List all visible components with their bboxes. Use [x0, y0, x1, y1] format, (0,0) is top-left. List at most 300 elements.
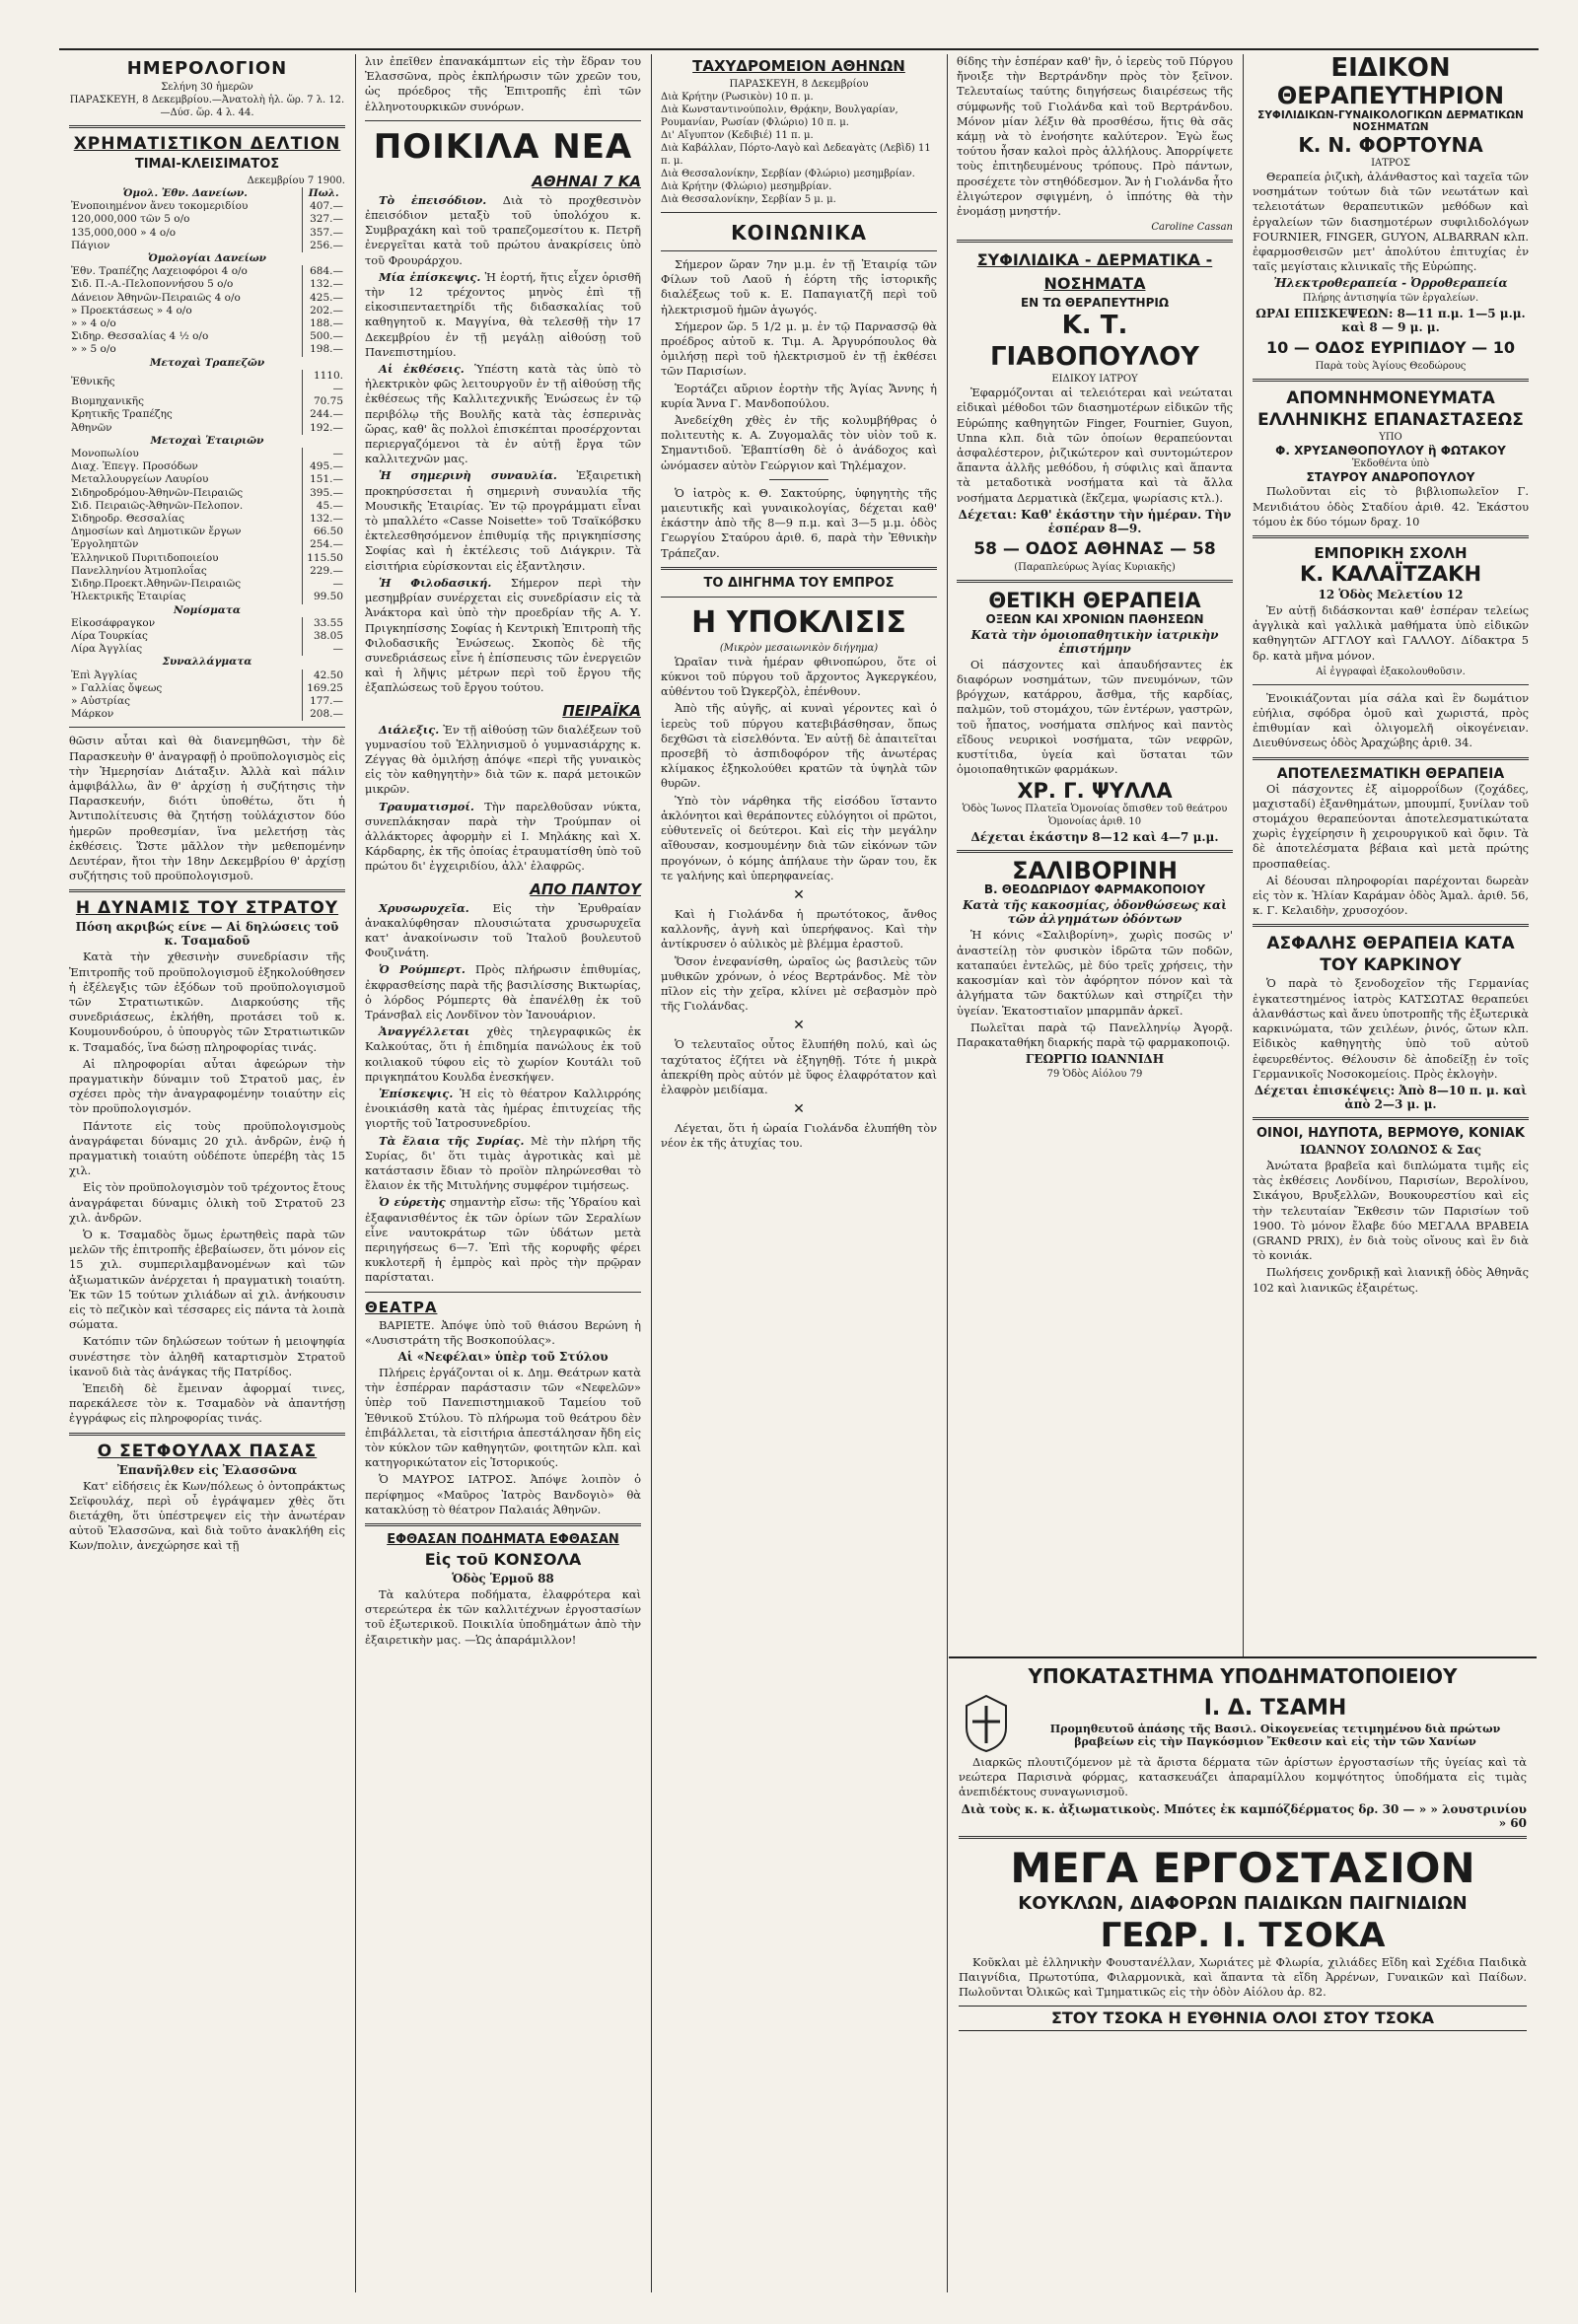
specialist-role: ΙΑΤΡΟΣ: [1371, 158, 1410, 169]
salivorini-note: Κατὰ τῆς κακοσμίας, ὀδονθώσεως καὶ τῶν ἀλγημάτων ὀδόντων: [963, 898, 1227, 927]
news-item: [365, 901, 641, 961]
bottom-ads: [949, 1656, 1537, 2292]
doctor-address: Ὁδὸς Ἰωνος Πλατεῖα Ὁμονοίας ὄπισθεν τοῦ θεάτρου Ὁμονοίας ἀριθ. 10: [962, 804, 1228, 828]
misc-news-list: [365, 193, 641, 696]
news-item: [365, 1195, 641, 1285]
table-row: [69, 538, 345, 551]
table-header: Πωλ.: [302, 187, 345, 200]
table-cell: 684.—: [302, 265, 345, 278]
table-cell: Σιδ. Π.-Α.-Πελοποννήσου 5 ο/ο: [71, 278, 234, 291]
cross-divider: ✕: [793, 1101, 805, 1118]
article-text: Πάντοτε εἰς τοὺς προϋπολογισμοὺς ἀναγράφεται δύναμις 20 χιλ. ἀνδρῶν, ἐνῷ ἡ πραγματικὴ τοιαύτη οὐδέποτε ὑπερέβη τὰς 15 χιλ.: [69, 1118, 345, 1178]
therapy-title: ΘΕΤΙΚΗ ΘΕΡΑΠΕΙΑ: [988, 588, 1201, 612]
derm-role: ΕΙΔΙΚΟΥ ΙΑΤΡΟΥ: [1051, 374, 1138, 386]
article-text: Κατὰ τὴν χθεσινὴν συνεδρίασιν τῆς Ἐπιτροπῆς τοῦ προϋπολογισμοῦ ἐξηκολούθησεν ἡ ἐξέλεγξις τῶν ἐξόδων τοῦ προϋπολογισμοῦ τῶν Στρατιωτικῶν. Διαρκούσης τῆς συνεδριάσεως, ἐκλήθη, προτάσει τοῦ κ. Κουμουνδούρου, ὁ ὑπουργὸς τῶν Στρατιωτικῶν κ. Τσαμαδός, ἵνα δώσῃ πληροφορίας τινάς.: [69, 950, 345, 1054]
table-cell: 229.—: [302, 565, 345, 578]
school-address: 12 Ὁδὸς Μελετίου 12: [1318, 588, 1464, 602]
table-section: Νομίσματα: [173, 603, 242, 616]
news-item-heading: Ὁ εὑρετὴς: [379, 1195, 446, 1210]
news-item: [365, 362, 641, 466]
table-cell: 38.05: [302, 630, 345, 643]
derm-note: (Παραπλεύρως Ἁγίας Κυριακῆς): [1014, 561, 1176, 573]
news-item: [365, 1024, 641, 1085]
table-row: [69, 578, 345, 591]
news-item-heading: Διάλεξις.: [379, 722, 440, 737]
specialist-note: Πλήρης ἀντισηψία τῶν ἐργαλείων.: [1302, 293, 1479, 305]
therapy-method: Κατὰ τὴν ὁμοιοπαθητικὴν ἰατρικὴν ἐπιστήμην: [970, 627, 1219, 656]
ad-address: Ὁδὸς Ἑρμοῦ 88: [452, 1572, 554, 1586]
memoirs-author: Φ. ΧΡΥΣΑΝΘΟΠΟΥΛΟΥ ἢ ΦΩΤΑΚΟΥ: [1275, 444, 1506, 458]
article-text: Ἀνώτατα βραβεῖα καὶ διπλώματα τιμῆς εἰς τὰς ἐκθέσεις Λονδίνου, Παρισίων, Βερολίνου, Σικάγου, Βρυξελλῶν, Βουκουρεστίου καὶ εἰς τὴν τελευταίαν Ἔκθεσιν τῶν Παρισίων τοῦ 1900. Τὸ μόνον ἔλαβε δύο ΜΕΓΑΛΑ ΒΡΑΒΕΙΑ (GRAND PRIX), ἐν διὰ τοὺς οἴνους καὶ ἓν διὰ τὸ κονιάκ.: [1253, 1158, 1529, 1263]
specialist-title: ΕΙΔΙΚΟΝ: [1330, 54, 1451, 83]
divider: [1253, 684, 1529, 685]
table-cell: 45.—: [302, 500, 345, 513]
news-item-heading: Τὸ ἐπεισόδιον.: [379, 192, 487, 207]
article-text: θῶσιν αὗται καὶ θὰ διανεμηθῶσι, τὴν δὲ Παρασκευὴν θ' ἀναγραφῇ ὁ προϋπολογισμὸς εἰς τὴν Ἡμερησίαν Διάταξιν. Ἀλλὰ καὶ πάλιν ἀμφιβάλλω, ἂν θ' ἀρχίσῃ ἡ συζήτησις τὴν Παρασκευήν, διότι ὑποθέτω, ὅτι ἡ Ἀντιπολίτευσις θὰ ζητήσῃ τοὐλάχιστον δύο ἡμερῶν προθεσμίαν, ἵνα μελετήσῃ τὰς ἐκθέσεις. Ὥστε μᾶλλον τὴν μεθεπομένην Δευτέραν, ἤτοι τὴν 18ην Δεκεμβρίου θ' ἀρχίσῃ συζήτησις τοῦ προϋπολογισμοῦ.: [69, 734, 345, 883]
article-text: Πλήρεις ἐργάζονται οἱ κ. Δημ. Θεάτρων κατὰ τὴν ἑσπέρραν παράστασιν τῶν «Νεφελῶν» ὑπὲρ τοῦ Πανεπιστημιακοῦ Ταμείου τοῦ Ἑθνικοῦ Στύλου. Τὸ πλήρωμα τοῦ θεάτρου δὲν ἐπιβάλλεται, τὰ εἰσιτήρια ἀπεστάλησαν ἤδη εἰς τὸν κύκλον τῶν καθηγητῶν, φοιτητῶν κλπ. καὶ κατηγορικώτατον εἰς Ἱστορικούς.: [365, 1366, 641, 1470]
post-line: Διὰ Θεσσαλονίκην, Σερβίαν 5 μ. μ.: [661, 194, 836, 205]
news-item-heading: Τραυματισμοί.: [379, 799, 474, 813]
specialist-address: 10 — ΟΔΟΣ ΕΥΡΙΠΙΔΟΥ — 10: [1265, 338, 1515, 358]
news-item: [365, 193, 641, 268]
doctor-hours: Δέχεται ἑκάστην 8—12 καὶ 4—7 μ.μ.: [970, 830, 1219, 845]
signature: Caroline Cassan: [1151, 222, 1233, 234]
divider: [1253, 379, 1529, 382]
doctor-name: ΧΡ. Γ. ΨΥΛΛΑ: [1017, 779, 1173, 804]
derm-title: ΣΥΦΙΛΙΔΙΚΑ - ΔΕΡΜΑΤΙΚΑ - ΝΟΣΗΜΑΤΑ: [976, 250, 1213, 294]
from-everywhere-list: [365, 901, 641, 1286]
story-title: Η ΥΠΟΚΛΙΣΙΣ: [691, 604, 906, 640]
table-cell: 198.—: [302, 343, 345, 356]
table-row: [69, 227, 345, 240]
news-item-heading: Ὁ Ρούμπερτ.: [379, 962, 466, 977]
table-cell: 425.—: [302, 292, 345, 305]
news-item-text: σημαντὴρ εἴσω: τῆς Ὑδραίου καὶ ἐξαφανισθέντος ἐκ τῶν ὁρίων τῶν Σεραλίων εἶνε ναυτοκράτωρ τῶν ὑδάτων μετὰ περιηγήσεως 6—7. Ἐπὶ τῆς κορυφῆς φέρει κυκλοτερῆ ἡ ἐμπρὸς καὶ πρὸς τὴν πρῷραν παρίσταται.: [365, 1195, 641, 1285]
table-cell: 254.—: [302, 538, 345, 551]
table-cell: 192.—: [302, 422, 345, 435]
table-cell: Δάνειον Ἀθηνῶν-Πειραιῶς 4 ο/ο: [71, 291, 241, 304]
piraeus-list: [365, 723, 641, 875]
news-item-text: Διὰ τὸ προχθεσινὸν ἐπεισόδιον μεταξὺ τοῦ ὑπολόχου κ. Συμβραχάκη καὶ τοῦ τραπεζομεσίτου κ. Πετρῆ ἐνεργεῖται κατὰ τοῦ πρώτου ἀνακρίσεις ὑπὸ τοῦ Φρουράρχου.: [365, 192, 641, 267]
army-title: Η ΔΥΝΑΜΙΣ ΤΟΥ ΣΤΡΑΤΟΥ: [75, 898, 339, 919]
divider: [69, 125, 345, 128]
table-row: [69, 708, 345, 721]
news-item-heading: Ἐπίσκεψις.: [379, 1086, 454, 1100]
news-item: [365, 962, 641, 1022]
news-item: [365, 800, 641, 875]
derm-subtitle: ΕΝ ΤΩ ΘΕΡΑΠΕΥΤΗΡΙΩ: [1020, 296, 1170, 311]
post-line: Διὰ Κωνσταντινούπολιν, Θρᾴκην, Βουλγαρίαν, Ρουμανίαν, Ρωσίαν (Φλώριο) 10 π. μ.: [661, 105, 898, 128]
table-cell: » » 4 ο/ο: [71, 317, 116, 330]
table-cell: Λίρα Τουρκίας: [71, 629, 148, 642]
memoirs-publisher: ΣΤΑΥΡΟΥ ΑΝΔΡΟΠΟΥΛΟΥ: [1306, 470, 1475, 485]
divider: [661, 567, 937, 570]
news-item-heading: Ἡ Φιλοδασική.: [379, 575, 492, 590]
article-text: Κατόπιν τῶν δηλώσεων τούτων ἡ μειοψηφία συνέστησε τὸν ἀληθῆ καταρτισμὸν Στρατοῦ ἱκανοῦ διὰ τὰς ἀνάγκας τῆς Πατρίδος.: [69, 1334, 345, 1378]
table-row: [69, 591, 345, 603]
story-header: ΤΟ ΔΙΗΓΗΜΑ ΤΟΥ ΕΜΠΡΟΣ: [703, 575, 895, 591]
divider: [957, 580, 1233, 583]
specialist-hours: ΩΡΑΙ ΕΠΙΣΚΕΨΕΩΝ: 8—11 π.μ. 1—5 μ.μ. καὶ 8 — 9 μ. μ.: [1255, 307, 1526, 335]
article-text: Ὁ κ. Τσαμαδὸς ὅμως ἐρωτηθεὶς παρὰ τῶν μελῶν τῆς ἐπιτροπῆς ἐβεβαίωσεν, ὅτι μόνον εἰς 15 χιλ. συμπεριλαμβανομένων καὶ τῶν ἀξιωματικῶν ἀνέρχεται ἡ πραγματικὴ τοιαύτη. Ἐκ τῶν 15 τούτων χιλιάδων αἱ χιλ. ἀνήκουσιν εἰς τὸ πεζικὸν καὶ τέσσαρες εἰς πάντα τὰ λοιπὰ σώματα.: [69, 1228, 345, 1332]
divider: [69, 1433, 345, 1436]
table-cell: Σιδηρ.Προεκτ.Ἀθηνῶν-Πειραιῶς: [71, 578, 242, 591]
table-row: [69, 240, 345, 252]
memoirs-title: ΑΠΟΜΝΗΜΟΝΕΥΜΑΤΑ ΕΛΛΗΝΙΚΗΣ ΕΠΑΝΑΣΤΑΣΕΩΣ: [1257, 388, 1524, 431]
article-text: Οἱ πάσχοντες ἐξ αἱμορροΐδων (ζοχάδες, μαχισταδί) ἐξανθημάτων, μπουμπί, ξυνίλαν τοῦ στομάχου θεραπεύονται ἀποτελεσματικώτατα χωρὶς ἐγχείρησιν ἢ χειρουργικοῦ καὶ ὄφιν. Τὰ δὲ ἀποτελέσματα βέβαια καὶ μετὰ πρώτης προσπαθείας.: [1253, 781, 1529, 871]
table-row: [69, 669, 345, 682]
result-title: ΑΠΟΤΕΛΕΣΜΑΤΙΚΗ ΘΕΡΑΠΕΙΑ: [1276, 765, 1505, 782]
divider: [661, 250, 937, 251]
article-text: Ὁ τελευταῖος οὗτος ἔλυπήθη πολύ, καὶ ὡς ταχύτατος ἐζήτει νὰ ἐξηγηθῇ. Τότε ἡ μικρὰ ἀπεκρίθη πρὸς αὐτόν μὲ ὕφος ἐλαφρότατον καὶ ἐλαφρὸν μειδίαμα.: [661, 1037, 937, 1096]
table-cell: Ἐργοληπτῶν: [71, 538, 139, 551]
derm-name: Κ. Τ. ΓΙΑΒΟΠΟΥΛΟΥ: [989, 311, 1200, 373]
table-cell: —: [302, 643, 345, 656]
table-cell: Δημοσίων καὶ Δημοτικῶν ἔργων: [71, 526, 242, 538]
table-row: [69, 292, 345, 305]
table-row: [69, 330, 345, 343]
cancer-title: ΑΣΦΑΛΗΣ ΘΕΡΑΠΕΙΑ ΚΑΤΑ ΤΟΥ ΚΑΡΚΙΝΟΥ: [1266, 934, 1515, 976]
article-text: Κοῦκλαι μὲ ἑλληνικὴν Φουστανέλλαν, Χωριάτες μὲ Φλωρία, χιλιάδες Εἴδη καὶ Σχέδια Παιδικὰ Παιγνίδια, Πρωτοτύπα, Φιλαρμονικὰ, καὶ ἅπαντα τὰ εἴδη Ἀρρένων, Γυναικῶν καὶ Παίδων. Πωλοῦνται Ὀλικῶς καὶ Τμηματικῶς εἰς τὴν ὁδὸν Αἰόλου ἀρ. 82.: [959, 1954, 1527, 2000]
column-1: [59, 54, 355, 2292]
table-cell: 202.—: [302, 305, 345, 317]
pasha-subtitle: Ἐπανῆλθεν εἰς Ἐλασσῶνα: [116, 1462, 298, 1477]
table-cell: » » 5 ο/ο: [71, 343, 116, 356]
news-item: [365, 1087, 641, 1132]
story-subtitle: (Μικρὸν μεσαιωνικὸν διήγημα): [719, 642, 879, 654]
news-item: [365, 1134, 641, 1194]
memoirs-publisher-label: Ἐκδοθέντα ὑπὸ: [1351, 458, 1430, 470]
table-cell: Πανελληνίου Ἀτμοπλοΐας: [71, 564, 207, 577]
article-text: θίδης τὴν ἑσπέραν καθ' ἣν, ὁ ἱερεὺς τοῦ Πύργου ἤνοιξε τὴν Βερτράνδην πρὸς τὸν ξεῖνον. Τελευταίως ταύτης διηγήσεως διαιρέσεως τῆς σύμφωνῆς τοῦ Γιολάνδα καὶ τοῦ Βερτράνδου. Μόνον μίαν λέξιν θὰ προσθέσω, ἥτις θὰ σᾶς κάμῃ νὰ τὸ ἐνοήσητε καλύτερον. Ἐγὼ ἕως τούτου ἦσαν καλοὶ πρὸς ἀλλήλους. Ἀπορρίψετε τοὺς ἐπιτηδευμένους τρόπους. Πρὸ πάντων, προσέχετε τὸν στηθόδεσμον. Ἄν ἡ Γιολάνδα ἦτο ἐλιγώτερον σφιγμένη, ὁ ἱππότης θὰ τὴν ἐνομάσῃ μνηστήν.: [957, 54, 1233, 219]
article-text: Ὁ ΜΑΥΡΟΣ ΙΑΤΡΟΣ. Ἀπόψε λοιπὸν ὁ περίφημος «Μαῦρος Ἰατρὸς Βανδογιὸ» θὰ κατακλύσῃ τὸ θέατρον Παλαιάς Ἀθηνῶν.: [365, 1472, 641, 1516]
table-cell: 132.—: [302, 513, 345, 526]
table-row: [69, 435, 345, 448]
piraeus-title: ΠΕΙΡΑΪΚΑ: [562, 701, 641, 720]
news-item-text: Ἐξαιρετικὴ προκηρύσσεται ἡ σημερινὴ συναυλία τῆς Μουσικῆς Ἑταιρίας. Ἐν τῷ προγράμματι εἶναι τὸ μπαλλέτο «Casse Noisette» τοῦ Τσαϊκόβσκυ ἐκτελεσθησόμενον ἐπιθυμίᾳ τῆς πριγκηπίσσης Σοφίας καὶ ἡ ἐκτέλεσις τοῦ Διάγκριν. Τὰ εἰσιτήρια εὑρίσκονται εἰς ἐξαντλησιν.: [365, 468, 641, 573]
article-text: Ὁ ἰατρὸς κ. Θ. Σακτούρης, ὑφηγητὴς τῆς μαιευτικῆς καὶ γυναικολογίας, δέχεται καθ' ἑκάστην ἀπὸ τῆς 8—9 π.μ. καὶ 3—5 μ.μ. ὁδὸς Γεωργίου Σταύρου ἀριθ. 6, παρὰ τὴν Ἐθνικὴν Τράπεζαν.: [661, 485, 937, 560]
table-cell: —: [302, 448, 345, 460]
table-cell: 135,000,000 » 4 ο/ο: [71, 226, 177, 239]
news-item-text: χθὲς τηλεγραφικῶς ἐκ Καλκούτας, ὅτι ἡ ἐπιδημία πανώλους ἐκ τοῦ κοιλιακοῦ τύφου εἰς τὸ χωρίον Κουτάλι τοῦ πριγκηπάτου Κουλδα ἐνεσκήψεν.: [365, 1024, 642, 1084]
article-text: Πωλήσεις χονδρικῇ καὶ λιανικῇ ὁδὸς Ἀθηνᾶς 102 καὶ λιανικῶς ἐξαιρέτως.: [1253, 1265, 1529, 1295]
table-cell: 500.—: [302, 330, 345, 343]
table-cell: Πάγιον: [71, 239, 110, 251]
table-row: [69, 617, 345, 630]
post-list: [661, 91, 937, 206]
cross-divider: ✕: [793, 1018, 805, 1034]
post-line: Διὰ Καβάλλαν, Πόρτο-Λαγὸ καὶ Δεδεαγὰτς (Λεβὶδ) 11 π. μ.: [661, 143, 931, 167]
table-cell: Σιδ. Πειραιῶς-Ἀθηνῶν-Πελοπον.: [71, 499, 244, 512]
wine-name: ΙΩΑΝΝΟΥ ΣΟΛΩΝΟΣ & Σας: [1300, 1142, 1481, 1157]
misc-news-title: ΠΟΙΚΙΛΑ ΝΕΑ: [373, 126, 633, 167]
article-text: Εἰς τὸν προϋπολογισμὸν τοῦ τρέχοντος ἔτους ἀναγράφεται δύναμις ὁλικὴ τοῦ Στρατοῦ 23 χιλ. ἀνδρῶν.: [69, 1180, 345, 1225]
table-cell: Μεταλλουργείων Λαυρίου: [71, 473, 209, 486]
table-cell: Ἑλληνικοῦ Πυριτιδοποιείου: [71, 551, 219, 564]
table-row: [69, 487, 345, 500]
specialist-near: Παρὰ τοὺς Ἁγίους Θεοδώρους: [1315, 361, 1467, 373]
post-title: ΤΑΧΥΔΡΟΜΕΙΟΝ ΑΘΗΝΩΝ: [692, 57, 905, 75]
news-item-text: Ἡ ἑορτή, ἥτις εἶχεν ὁρισθῆ τὴν 12 τρέχοντος μηνὸς ἐπὶ τῇ εἰκοσιπενταετηρίδι τῆς διδασκαλίας τοῦ καθηγητοῦ κ. Μαγγίνα, θὰ τελεσθῇ τὴν 17 Δεκεμβρίου ἐν τῇ μεγάλῃ αἰθούσῃ τοῦ Πανεπιστημίου.: [365, 269, 642, 359]
news-item-text: Τὴν παρελθοῦσαν νύκτα, συνεπλάκησαν παρὰ τὴν Τρούμπαν οἱ ἀλλάκτορες ἀφορμὴν εἰ Ι. Μηλάκης καὶ Χ. Κάρδαρης, ἐκ τῆς ὁποίας ἐτραυματίσθη ὑπὸ τοῦ πρώτου δι' ἐγχειριδίου, ἀλλ' ἐλαφρῶς.: [365, 799, 642, 874]
theatre-title: ΘΕΑΤΡΑ: [365, 1298, 438, 1316]
news-item-text: Ἐν τῇ αἰθούσῃ τῶν διαλέξεων τοῦ γυμνασίου τοῦ Ἑλληνισμοῦ ὁ γυμνασιάρχης κ. Ζέγγας θὰ ὁμιλήσῃ ἀπόψε «περὶ τῆς γυναικὸς εἰς τὸν καθηγητὴν» διὰ τῶν κ. παρά μετοικῶν μικρῶν.: [365, 722, 642, 797]
divider: [365, 120, 641, 121]
table-cell: Ἠλεκτρικῆς Ἑταιρίας: [71, 591, 186, 603]
table-section: Συναλλάγματα: [162, 656, 252, 669]
news-item: [365, 468, 641, 573]
branch-title: ΥΠΟΚΑΤΑΣΤΗΜΑ ΥΠΟΔΗΜΑΤΟΠΟΙΕΙΟΥ: [1028, 1664, 1458, 1688]
news-item: [365, 576, 641, 696]
article-text: Ὁ παρὰ τὸ ξενοδοχεῖον τῆς Γερμανίας ἐγκατεστημένος ἰατρὸς ΚΑΤΣΩΤΑΣ θεραπεύει ἀλανθάστως καὶ ἄνευ ὑποτροπῆς τῆς ἐξωτερικὰ καρκινώματα, τῶν χειλέων, ῥινός, ὤτων κλπ. Εἰδικὸς καθηγητὴς ὑπὸ τοῦ αὐτοῦ ἐφευρεθέντος. Θέλουσιν δὲ ἀποδείξῃ ἐν τοῖς Γερμανικοῖς Νοσοκομείοις. Πρὸς ἐκλογὴν.: [1253, 976, 1529, 1081]
table-cell: 208.—: [302, 708, 345, 721]
article-text: Ἐφαρμόζονται αἱ τελειότεραι καὶ νεώταται εἰδικαὶ μέθοδοι τῶν διασημοτέρων εἰδικῶν τῆς Εὐρώπης καθηγητῶν Finger, Fournier, Guyon, Unna κλπ. διὰ τῶν ὁποίων θεραπεύονται ἀσφαλέστερον, ῥιζικώτερον καὶ συντομώτερον ἄπαντα ἀλλῆς μεθόδου, ἡ σύφιλις καὶ ἅπαντα τὰ μεταδοτικὰ νοσήματα καὶ τὰ ἄλλα νοσήματα Δερματικὰ (ἔκζεμα, ψωρίασις κτλ.).: [957, 386, 1233, 505]
article-text: Ἐνοικιάζονται μία σάλα καὶ ἓν δωμάτιον εὐήλια, σφόδρα ὁμοῦ καὶ χωριστά, πρὸς ἐπιθυμίαν καὶ ὀλιγομελῆ οἰκογένειαν. Διευθύνσεως ὁδὸς Ἀραχώβης ἀριθ. 34.: [1253, 690, 1529, 750]
table-cell: 66.50: [302, 526, 345, 538]
divider: [959, 1836, 1527, 1839]
table-cell: Ἐθν. Τραπέζης Λαχειοφόροι 4 ο/ο: [71, 265, 248, 278]
table-cell: » Προεκτάσεως » 4 ο/ο: [71, 304, 192, 317]
factory-title: ΜΕΓΑ ΕΡΓΟΣΤΑΣΙΟΝ: [1010, 1843, 1475, 1892]
therapy-subtitle: ΟΞΕΩΝ ΚΑΙ ΧΡΟΝΙΩΝ ΠΑΘΗΣΕΩΝ: [985, 611, 1204, 626]
table-cell: 115.50: [302, 552, 345, 565]
salivorini-address: 79 Ὁδὸς Αἰόλου 79: [1046, 1069, 1143, 1081]
divider: [769, 479, 828, 480]
article-text: Οἱ πάσχοντες καὶ ἀπαυδήσαντες ἐκ διαφόρων νοσημάτων, τῶν πνευμόνων, τῶν βρόγχων, κατάρρου, ἄσθμα, τῆς καρδίας, παλμῶν, τοῦ στομάχου, τῶν ἐντέρων, γαστρῶν, τοῦ ἧπατος, νοσήματα σπλήνος καὶ παντὸς εἴδους νευρικοὶ νοσήματα, τῶν νεφρῶν, κυστίτιδα, ὑγεία καὶ ὕσταται τῶν ὁμοιοπαθητικῶν φαρμάκων.: [957, 657, 1233, 777]
table-row: [69, 656, 345, 669]
table-cell: 169.25: [302, 682, 345, 695]
article-text: Ὑπὸ τὸν νάρθηκα τῆς εἰσόδου ἵσταντο ἀκλόνητοι καὶ θεράποντες εὐλόγητοι οἱ πρῶτοι, εὐθυτενεῖς οἱ δεύτεροι. Καὶ εἰς τὴν μεγάλην αἴθουσαν, κοσμουμένην διὰ τῶν εἰκόνων τῶν προγόνων, ὁ κόμης ἀπήλαυε τὴν ὥραν του, ἔκ τε γαλήνης καὶ ὑπερηφανείας.: [661, 793, 937, 882]
divider: [1253, 535, 1529, 538]
news-item: [365, 270, 641, 360]
column-2: [355, 54, 651, 2292]
news-item-text: Πρὸς πλήρωσιν ἐπιθυμίας, ἐκφρασθείσης παρὰ τῆς βασιλίσσης Βικτωρίας, ὁ λόρδος Ρόμπερτς θὰ ἐπανέλθῃ ἐκ τοῦ Τράνσβαλ εἰς Λονδῖνον τὸν Ἰανουάριον.: [365, 962, 641, 1021]
article-text: Σήμερον ὥραν 7ην μ.μ. ἐν τῇ Ἑταιρίᾳ τῶν Φίλων τοῦ Λαοῦ ἡ ἑόρτη τῆς ἱστορικῆς διαλέξεως τοῦ κ. Ε. Παπαγιατζῆ περὶ τοῦ ἠλεκτρισμοῦ ἡμῶν ἀγωγός.: [661, 257, 937, 317]
table-cell: —: [302, 578, 345, 591]
news-item-text: Μὲ τὴν πλήρη τῆς Συρίας, δι' ὅτι τιμὰς ἀγροτικὰς καὶ μὲ κατάστασιν ἔδιαν τὸ προϊὸν πληρώνεσθαι τὸ ἔλαιον ἐκ τῆς Μιτυλήνης συμφέρον τιμήσεως.: [365, 1133, 642, 1193]
table-row: [69, 604, 345, 617]
table-cell: Ἐπὶ Ἀγγλίας: [71, 669, 138, 681]
table-cell: 407.—: [302, 200, 345, 213]
branch-price: Διὰ τοὺς κ. κ. ἀξιωματικοὺς. Μπότες ἐκ καμπόζδέρματος δρ. 30 — » » λουστρινίου » 60: [961, 1801, 1527, 1830]
table-cell: 151.—: [302, 473, 345, 486]
school-title: ΕΜΠΟΡΙΚΗ ΣΧΟΛΗ: [1314, 544, 1468, 563]
table-row: [69, 643, 345, 656]
table-cell: Λίρα Ἀγγλίας: [71, 643, 143, 656]
news-item-heading: Μία ἐπίσκεψις.: [379, 269, 481, 284]
pasha-title: Ο ΣΕΤΦΟΥΛΑΧ ΠΑΣΑΣ: [97, 1441, 318, 1461]
post-line: Διὰ Θεσσαλονίκην, Σερβίαν (Φλώριο) μεσημβρίαν.: [661, 169, 915, 179]
table-cell: Διαχ. Ἐπεγγ. Προσόδων: [71, 460, 198, 473]
divider: [69, 727, 345, 728]
table-row: [69, 526, 345, 538]
table-row: [69, 630, 345, 643]
table-cell: Κρητικῆς Τραπέζης: [71, 408, 173, 421]
table-cell: Μάρκον: [71, 708, 114, 721]
cross-divider: ✕: [793, 886, 805, 903]
school-note: Αἱ ἐγγραφαὶ ἐξακολουθοῦσιν.: [1316, 666, 1466, 677]
divider: [957, 240, 1233, 243]
post-line: Διὰ Κρήτην (Φλώριο) μεσημβρίαν.: [661, 181, 832, 192]
article-text: λιν ἐπεῖθεν ἐπανακάμπτων εἰς τὴν ἕδραν του Ἐλασσῶνα, πρὸς ἐκπλήρωσιν τῶν χρεῶν του, ὡς πρόεδρος τῆς Ἐπιτροπῆς ἐπὶ τῶν ἑλληνοτουρκικῶν συνόρων.: [365, 54, 641, 113]
article-text: Τὰ καλύτερα ποδήματα, ἐλαφρότερα καὶ στερεώτερα ἐκ τῶν καλλιτέχνων ἐργοστασίων τοῦ ἐξωτερικοῦ. Ποικιλία ὑποδημάτων ἀπὸ τὴν ἐξαιρετικὴν μας. —Ὡς ἀπαράμιλλον!: [365, 1587, 641, 1647]
table-row: [69, 213, 345, 226]
post-line: Διὰ Κρήτην (Ρωσικὸν) 10 π. μ.: [661, 92, 814, 103]
article-text: Ἡ κόνις «Σαλιβορίνη», χωρὶς ποσῶς ν' ἀναστείλῃ τὸν φυσικὸν ἱδρῶτα τῶν ποδῶν, καταπαύει ἐντελῶς, μὲ δύο τρεῖς χρήσεις, τὴν κακοσμίαν καὶ τὸν ἀφόρητον πόνον καὶ τὰ ἀλγήματα τῶν δακτύλων καὶ στηρίζει τὴν ὑγείαν. Ἑκατοστιαῖον μπαρμπᾶν ἀρκεῖ.: [957, 928, 1233, 1018]
branch-subtitle: Προμηθευτοῦ ἁπάσης τῆς Βασιλ. Οἰκογενείας τετιμημένου διὰ πρώτων βραβείων εἰς τὴν Παγκόσμιον Ἔκθεσιν καὶ εἰς τὴν τῶν Χανίων: [1049, 1723, 1501, 1748]
article-text: Κατ' εἰδήσεις ἐκ Κων/πόλεως ὁ ὀντοπράκτως Σεϊφουλάχ, περὶ οὗ ἐγράψαμεν χθὲς ὅτι διετάχθη, ὅτι ὑπέστρεψεν εἰς τὴν ἀνωτέραν αὐτοῦ Ἐλασσῶνα, καὶ διὰ τοῦτο ἀνακλήθη εἰς Κων/πολιν, ἀνεχώρησε καὶ τῇ: [69, 1478, 345, 1553]
derm-address: 58 — ΟΔΟΣ ΑΘΗΝΑΣ — 58: [973, 538, 1216, 559]
table-cell: Σιδηροδρόμου-Ἀθηνῶν-Πειραιῶς: [71, 486, 244, 499]
article-text: Ὡραῖαν τινὰ ἡμέραν φθινοπώρου, ὅτε οἱ κύκνοι τοῦ πύργου τοῦ ἄρχοντος Ἀγκεργκέου, αὐθέντου τοῦ Ὠγκερζὸλ, ἐπένθουν.: [661, 654, 937, 699]
table-section: Μετοχαὶ Ἑταιριῶν: [150, 434, 264, 447]
article-text: Ὅσον ἐνεφανίσθη, ὡραῖος ὡς βασιλεὺς τῶν μυθικῶν χρόνων, ὁ νέος Βερτράνδος. Μὲ τὸν πῖλον εἰς τὴν χεῖρα, κλίνει μὲ σεβασμὸν πρὸ τῆς Γιολάνδας.: [661, 953, 937, 1014]
wine-title: ΟΙΝΟΙ, ΗΔΥΠΟΤΑ, ΒΕΡΜΟΥΘ, ΚΟΝΙΑΚ: [1255, 1125, 1525, 1141]
table-row: [69, 317, 345, 330]
specialist-electro: Ἠλεκτροθεραπεία - Ὀρροθεραπεία: [1273, 276, 1508, 291]
article-text: Θεραπεία ῥιζικὴ, ἀλάνθαστος καὶ ταχεῖα τῶν νοσημάτων τούτων διὰ τῶν νεωτάτων καὶ τελειοτάτων θεραπευτικῶν μεθόδων καὶ ἐργαλείων τῶν διασημοτέρων συφιλιδολόγων FOURNIER, FINGER, GUYON, ALBARRAN κλπ. ἐφαρμοσθεισῶν μετ' ἀπολύτου ἐπιτυχίας ἐν ταῖς μεγίσταις κλινικαῖς τῆς Εὐρώπης.: [1253, 170, 1529, 274]
crest-icon: [959, 1692, 1014, 1755]
ad-title: ΕΦΘΑΣΑΝ ΠΟΔΗΜΑΤΑ ΕΦΘΑΣΑΝ: [387, 1532, 619, 1548]
table-row: [69, 187, 345, 200]
table-cell: 177.—: [302, 695, 345, 708]
divider: [365, 1523, 641, 1526]
table-cell: » Γαλλίας ὄψεως: [71, 681, 163, 694]
specialist-name: Κ. Ν. ΦΟΡΤΟΥΝΑ: [1298, 133, 1483, 157]
news-item: [365, 723, 641, 798]
table-row: [69, 357, 345, 370]
school-name: Κ. ΚΑΛΑΪΤΖΑΚΗ: [1299, 562, 1482, 587]
theatre-subtitle: Αἱ «Νεφέλαι» ὑπὲρ τοῦ Στύλου: [397, 1350, 609, 1365]
table-cell: 495.—: [302, 460, 345, 473]
divider: [1253, 757, 1529, 760]
factory-subtitle: ΚΟΥΚΛΩΝ, ΔΙΑΦΟΡΩΝ ΠΑΙΔΙΚΩΝ ΠΑΙΓΝΙΔΙΩΝ: [1018, 1892, 1468, 1914]
calendar-line: ΠΑΡΑΣΚΕΥΗ, 8 Δεκεμβρίου.—Ἀνατολὴ ἡλ. ὥρ. 7 λ. 12.—Δύσ. ὥρ. 4 λ. 44.: [69, 95, 345, 118]
table-row: [69, 343, 345, 356]
article-text: Ἑορτάζει αὔριον ἑορτὴν τῆς Ἁγίας Ἄννης ἡ κυρία Ἄννα Γ. Μανδοπούλου.: [661, 381, 937, 410]
specialist-subtitle: ΣΥΦΙΛΙΔΙΚΩΝ-ΓΥΝΑΙΚΟΛΟΓΙΚΩΝ ΔΕΡΜΑΤΙΚΩΝ ΝΟΣΗΜΑΤΩΝ: [1257, 109, 1524, 133]
news-item-heading: Χρυσωρυχεῖα.: [379, 900, 469, 915]
table-header: Ὁμολ. Ἐθν. Δανείων.: [122, 187, 248, 199]
table-row: [69, 565, 345, 578]
table-cell: Σιδηροδρ. Θεσσαλίας: [71, 513, 185, 526]
table-cell: Μονοπωλίου: [71, 448, 139, 460]
table-row: [69, 305, 345, 317]
table-row: [69, 473, 345, 486]
table-cell: Ἐθνικῆς: [71, 376, 115, 388]
table-row: [69, 370, 345, 395]
stock-title: ΧΡΗΜΑΤΙΣΤΙΚΟΝ ΔΕΛΤΙΟΝ: [73, 134, 341, 154]
stock-date: Δεκεμβρίου 7 1900.: [247, 176, 345, 186]
table-row: [69, 265, 345, 278]
specialist-title-2: ΘΕΡΑΠΕΥΤΗΡΙΟΝ: [1276, 82, 1505, 109]
calendar-line: Σελήνη 30 ἡμερῶν: [161, 82, 253, 93]
article-text: Λέγεται, ὅτι ἡ ὡραία Γιολάνδα ἐλυπήθη τὸν νέον ἐκ τῆς ἀτυχίας του.: [661, 1121, 937, 1151]
divider: [365, 1292, 641, 1293]
table-row: [69, 200, 345, 213]
table-row: [69, 695, 345, 708]
news-item-text: Σήμερον περὶ τὴν μεσημβρίαν συνέρχεται εἰς συνεδρίασιν εἰς τὰ Ἀνάκτορα καὶ ὑπὸ τὴν προεδρίαν τῆς Α. Υ. Πριγκηπίσσης Σοφίας ἡ Κεντρικὴ Ἐπιτροπὴ τῆς Φιλοδασικῆς Ἑνώσεως. Σκοπὸς δὲ τῆς συνεδριάσεως εἶνε ἡ ἐπίσπευσις τῶν ἐνεργειῶν καὶ ἡ λῆψις μέτρων περὶ τοῦ ἔργου τῆς ἐξαπλώσεως τοῦ ἔργου τούτου.: [365, 575, 641, 695]
table-row: [69, 408, 345, 421]
table-row: [69, 422, 345, 435]
divider: [661, 597, 937, 598]
article-text: Αἱ πληροφορίαι αὗται ἀφεώρων τὴν πραγματικὴν δύναμιν τοῦ Στρατοῦ μας, ἐν σχέσει πρὸς τὴν ἀναγραφομένην τοιαύτην εἰς τὸν προϋπολογισμόν.: [69, 1056, 345, 1116]
divider: [1253, 1117, 1529, 1120]
article-text: Πωλεῖται παρὰ τῷ Πανελληνίῳ Ἀγορᾷ. Παρακαταθήκη διαρκής παρὰ τῷ φαρμακοποιῷ.: [957, 1020, 1233, 1049]
table-cell: 1110.—: [302, 370, 345, 395]
derm-hours: Δέχεται: Καθ' ἑκάστην τὴν ἡμέραν. Τὴν ἑσπέραν 8—9.: [958, 507, 1232, 535]
table-cell: 357.—: [302, 227, 345, 240]
table-cell: » Αὐστρίας: [71, 694, 130, 707]
table-cell: 256.—: [302, 240, 345, 252]
table-cell: 132.—: [302, 278, 345, 291]
calendar-title: ΗΜΕΡΟΛΟΓΙΟΝ: [126, 58, 288, 79]
branch-row: [959, 1692, 1527, 1755]
news-item-text: Ὑπέστη κατὰ τὰς ὑπὸ τὸ ἠλεκτρικὸν φῶς λειτουργοῦν ἐν τῇ αἰθούσῃ τῆς ἐκθέσεως τῆς Καλλιτεχνικῆς Ἑνώσεως ἐν τῷ περιβόλῳ τῆς Βουλῆς κατὰ τὰς ἑσπερινὰς ὥρας, καθ' ἃς πολλοὶ ἐπισκέπται προσέρχονται περιεργαζόμενοι τὰ ἐν αὐτῇ ἔργα τῶν καλλιτεχνῶν μας.: [365, 362, 641, 466]
table-cell: 395.—: [302, 487, 345, 500]
table-cell: 70.75: [302, 395, 345, 408]
news-item-heading: Ἡ σημερινὴ συναυλία.: [379, 468, 557, 483]
misc-news-date: ΑΘΗΝΑΙ 7 ΚΑ: [532, 172, 641, 190]
factory-name: ΓΕΩΡ. Ι. ΤΣΟΚΑ: [1100, 1915, 1386, 1955]
article-text: Ἀνεδείχθη χθὲς ἐν τῆς κολυμβήθρας ὁ πολιτευτὴς κ. Α. Ζυγομαλᾶς τὸν υἱὸν τοῦ κ. Σημαντιδοῦ. Ἐβαπτίσθη δὲ ὁ ἀνάδοχος καὶ ὠνόμασεν αὐτὸν Γεώργιον καὶ Τηλέμαχον.: [661, 413, 937, 472]
army-subtitle: Πόση ακριβώς είνε — Αἱ δηλώσεις τοῦ κ. Τσαμαδοῦ: [75, 920, 339, 949]
stock-subtitle: ΤΙΜΑΙ-ΚΛΕΙΣΙΜΑΤΟΣ: [134, 157, 280, 172]
table-row: [69, 448, 345, 460]
table-cell: Σιδηρ. Θεσσαλίας 4 ½ ο/ο: [71, 330, 209, 343]
table-cell: Ἐνοποιημένον ἄνευ τοκομεριδίου: [71, 200, 249, 213]
table-section: Μετοχαὶ Τραπεζῶν: [149, 356, 265, 369]
branch-info: [1024, 1697, 1527, 1750]
table-cell: 244.—: [302, 408, 345, 421]
news-item-heading: Αἱ ἐκθέσεις.: [379, 362, 465, 377]
post-date: ΠΑΡΑΣΚΕΥΗ, 8 Δεκεμβρίου: [729, 79, 869, 90]
table-cell: 120,000,000 τῶν 5 ο/ο: [71, 213, 190, 226]
table-cell: 99.50: [302, 591, 345, 603]
from-everywhere-title: ΑΠΟ ΠΑΝΤΟΥ: [530, 880, 641, 898]
top-rule: [59, 48, 1539, 50]
table-cell: Βιομηχανικῆς: [71, 395, 144, 408]
article-text: ΒΑΡΙΕΤΕ. Ἀπόψε ὑπὸ τοῦ θιάσου Βερώνη ἡ «Λυσιστράτη τῆς Βοσκοπούλας».: [365, 1317, 641, 1347]
article-text: Ἀπὸ τῆς αὐγῆς, αἱ κυναὶ γέροντες καὶ ὁ ἱερεὺς τοῦ πύργου κατεβιβάσθησαν, ὅπως δεχθῶσι τὰ εἰσελθόντα. Ἐν αὐτῇ δὲ ἀπαιτεῖται προσεβῆ τὸ ἀσπιδοφόρον τῆς ἀνωτέρας κλίμακος ἐξηκολούθει κρατῶν τὰ ὑψηλὰ τῶν θυρῶν.: [661, 701, 937, 791]
social-title: ΚΟΙΝΩΝΙΚΑ: [731, 221, 867, 245]
table-cell: 327.—: [302, 213, 345, 226]
salivorini-name: ΓΕΩΡΓΙΩ ΙΩΑΝΝΙΔΗ: [1025, 1052, 1165, 1067]
table-cell: 188.—: [302, 317, 345, 330]
table-row: [69, 460, 345, 473]
article-text: Διαρκῶς πλουτιζόμενον μὲ τὰ ἄριστα δέρματα τῶν ἀρίστων ἐργοστασίων τῆς ὑγείας καὶ τὰ νεώτερα Παρισινὰ φόρμας, κατασκευάζει ἀπαραμίλλου κομψότητος ὑποδήματα εἰς τιμὰς ἀνεπιδέκτους συναγωνισμοῦ.: [959, 1755, 1527, 1799]
table-section: Ὁμολογίαι Δανείων: [148, 252, 266, 265]
post-line: Δι' Αἴγυπτον (Κεδιβιέ) 11 π. μ.: [661, 130, 814, 141]
article-text: Αἱ δέουσαι πληροφορίαι παρέχονται δωρεὰν εἰς τὸν κ. Ἠλίαν Καράμαν ὁδὸς Ἁμαλ. ἀριθ. 56, κ. Γ. Κελαιδὴν, χρυσοχόον.: [1253, 873, 1529, 918]
article-text: Ἐπειδὴ δὲ ἔμειναν ἀφορμαί τινες, παρεκάλεσε τὸν κ. Τσαμαδὸν νὰ ἀπαντήσῃ ἐγγράφως εἰς πληροφορίας τινάς.: [69, 1381, 345, 1426]
memoirs-by: ΥΠΟ: [1379, 432, 1402, 444]
article-text: Ἐν αὐτῇ διδάσκονται καθ' ἑσπέραν τελείως ἀγγλικὰ καὶ γαλλικὰ μαθήματα ὑπὸ εἰδικῶν καθηγητῶν ΑΓΓΛΟΥ καὶ ΓΑΛΛΟΥ. Δίδακτρα 5 δρ. κατὰ μῆνα μόνον.: [1253, 603, 1529, 663]
article-text: Πωλοῦνται εἰς τὸ βιβλιοπωλεῖον Γ. Μενιδιάτου ὁδὸς Σταδίου ἀριθ. 42. Ἑκάστου τόμου ἐκ δύο τόμων δραχ. 10: [1253, 484, 1529, 528]
table-row: [69, 500, 345, 513]
salivorini-title: ΣΑΛΙΒΟΡΙΝΗ: [1012, 857, 1178, 885]
table-cell: Ἀθηνῶν: [71, 421, 112, 434]
table-cell: 42.50: [302, 669, 345, 682]
column-3: [651, 54, 947, 2292]
article-text: Σήμερον ὥρ. 5 1/2 μ. μ. ἐν τῷ Παρνασσῷ θὰ προέδρος αὐτοῦ κ. Τιμ. Α. Ἀργυρόπουλος θὰ ὁμιλήσῃ περὶ τοῦ ἠλεκτρισμοῦ ἐν τῇ ἐκθέσει τῶν Παρισίων.: [661, 318, 937, 379]
table-row: [69, 682, 345, 695]
table-cell: 33.55: [302, 617, 345, 630]
stock-table: [69, 187, 345, 721]
table-row: [69, 395, 345, 408]
cancer-hours: Δέχεται ἐπισκέψεις: Ἀπὸ 8—10 π. μ. καὶ ἀπὸ 2—3 μ. μ.: [1254, 1083, 1528, 1111]
divider: [957, 850, 1233, 853]
